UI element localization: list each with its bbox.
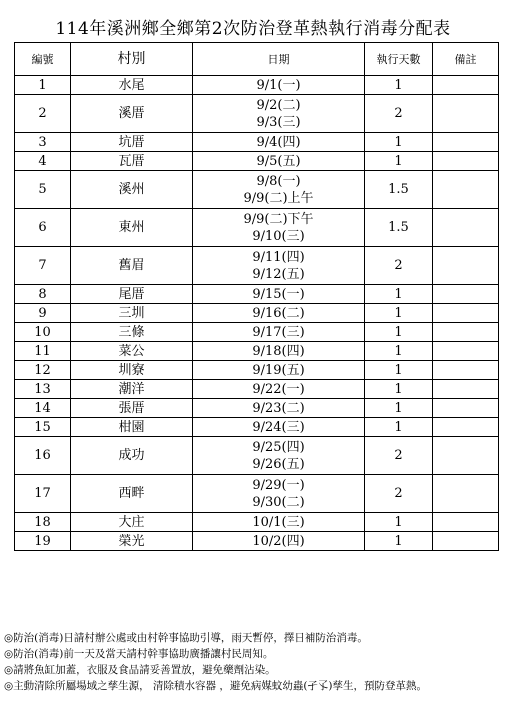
row-days: 1 [365,76,433,95]
row-note [433,532,499,551]
header-village: 村別 [71,43,193,76]
row-date: 9/24(三) [252,419,305,435]
row-date: 9/23(二) [252,400,305,416]
row-note [433,513,499,532]
row-no: 15 [15,418,71,437]
row-village: 瓦厝 [71,152,193,171]
header-no: 編號 [15,43,71,76]
row-village: 柑園 [71,418,193,437]
row-date: 9/9(二)上午 [243,190,314,206]
page-title: 114年溪洲鄉全鄉第2次防治登革熱執行消毒分配表 [55,19,451,39]
table-row [15,152,499,171]
row-dates [193,171,365,209]
row-days: 1 [365,513,433,532]
row-days: 1 [365,133,433,152]
row-no: 12 [15,361,71,380]
row-village: 溪州 [71,171,193,209]
row-date: 9/25(四) [252,439,305,455]
row-date: 9/16(二) [252,305,305,321]
row-village: 東州 [71,209,193,247]
row-date: 9/12(五) [252,266,305,282]
row-date: 9/2(二) [256,97,301,113]
row-days: 2 [365,95,433,133]
row-village: 西畔 [71,475,193,513]
row-note [433,95,499,133]
table-row [15,285,499,304]
row-dates [193,133,365,152]
row-date: 9/3(三) [256,114,301,130]
row-dates [193,152,365,171]
table-row [15,532,499,551]
row-no: 8 [15,285,71,304]
row-dates [193,361,365,380]
row-no: 18 [15,513,71,532]
row-note [433,399,499,418]
row-days: 1 [365,399,433,418]
note-line: ◎主動清除所屬場域之孳生源， 清除積水容器 ，避免病媒蚊幼蟲(孑孓)孳生，預防登革熱。 [4,680,428,692]
row-dates [193,209,365,247]
table-row [15,171,499,209]
row-days: 1 [365,152,433,171]
row-dates [193,342,365,361]
row-no: 9 [15,304,71,323]
row-note [433,437,499,475]
row-date: 9/9(二)下午 [243,211,314,227]
row-date: 9/11(四) [252,249,305,265]
row-days: 1 [365,342,433,361]
row-village: 潮洋 [71,380,193,399]
row-days: 1 [365,361,433,380]
table-header-row [15,43,499,76]
row-days: 1 [365,304,433,323]
row-note [433,171,499,209]
row-date: 9/26(五) [252,456,305,472]
row-dates [193,513,365,532]
row-note [433,209,499,247]
row-no: 16 [15,437,71,475]
row-no: 6 [15,209,71,247]
row-no: 5 [15,171,71,209]
row-days: 1 [365,418,433,437]
table-row [15,209,499,247]
row-dates [193,532,365,551]
row-note [433,76,499,95]
row-dates [193,475,365,513]
row-no: 1 [15,76,71,95]
table-row [15,304,499,323]
row-no: 19 [15,532,71,551]
row-date: 9/17(三) [252,324,305,340]
row-days: 1.5 [365,171,433,209]
row-village: 菜公 [71,342,193,361]
row-note [433,342,499,361]
row-date: 9/5(五) [256,153,301,169]
row-dates [193,418,365,437]
row-note [433,304,499,323]
row-days: 1 [365,532,433,551]
row-date: 10/1(三) [252,514,305,530]
row-date: 9/4(四) [256,134,301,150]
table-row [15,513,499,532]
row-no: 3 [15,133,71,152]
row-no: 10 [15,323,71,342]
row-date: 9/10(三) [252,228,305,244]
row-note [433,361,499,380]
table-row [15,399,499,418]
row-village: 舊眉 [71,247,193,285]
disinfection-schedule-table [14,42,499,551]
table-row [15,418,499,437]
row-days: 1 [365,285,433,304]
row-date: 9/1(一) [256,77,301,93]
row-date: 10/2(四) [252,533,305,549]
row-date: 9/15(一) [252,286,305,302]
row-no: 13 [15,380,71,399]
row-date: 9/19(五) [252,362,305,378]
note-line: ◎防治(消毒)日請村辦公處或由村幹事協助引導，雨天暫停，擇日補防治消毒。 [4,632,368,644]
table-row [15,475,499,513]
row-village: 三圳 [71,304,193,323]
table-row [15,380,499,399]
table-row [15,342,499,361]
table-row [15,95,499,133]
row-village: 溪厝 [71,95,193,133]
row-note [433,323,499,342]
row-village: 尾厝 [71,285,193,304]
row-no: 2 [15,95,71,133]
table-row [15,437,499,475]
row-no: 17 [15,475,71,513]
row-date: 9/8(一) [256,173,301,189]
row-village: 圳寮 [71,361,193,380]
row-note [433,285,499,304]
row-dates [193,76,365,95]
row-village: 坑厝 [71,133,193,152]
row-village: 三條 [71,323,193,342]
row-dates [193,304,365,323]
table-row [15,323,499,342]
row-no: 11 [15,342,71,361]
row-dates [193,95,365,133]
header-date: 日期 [193,43,365,76]
row-village: 大庄 [71,513,193,532]
row-days: 2 [365,475,433,513]
row-note [433,380,499,399]
notes [4,630,504,694]
row-days: 2 [365,247,433,285]
row-note [433,418,499,437]
table-row [15,247,499,285]
row-village: 成功 [71,437,193,475]
header-note: 備註 [433,43,499,76]
row-no: 7 [15,247,71,285]
row-note [433,247,499,285]
row-date: 9/29(一) [252,477,305,493]
row-no: 4 [15,152,71,171]
header-days: 執行天數 [365,43,433,76]
row-dates [193,437,365,475]
table-row [15,361,499,380]
row-date: 9/30(二) [252,494,305,510]
row-date: 9/18(四) [252,343,305,359]
row-dates [193,285,365,304]
row-village: 榮光 [71,532,193,551]
table-row [15,76,499,95]
row-dates [193,380,365,399]
row-date: 9/22(一) [252,381,305,397]
row-days: 2 [365,437,433,475]
row-no: 14 [15,399,71,418]
row-note [433,152,499,171]
row-dates [193,399,365,418]
row-days: 1.5 [365,209,433,247]
note-line: ◎防治(消毒)前一天及當天請村幹事協助廣播讓村民周知。 [4,648,274,660]
row-village: 水尾 [71,76,193,95]
row-village: 張厝 [71,399,193,418]
row-dates [193,323,365,342]
row-note [433,133,499,152]
table-row [15,133,499,152]
row-note [433,475,499,513]
row-days: 1 [365,323,433,342]
row-days: 1 [365,380,433,399]
note-line: ◎請將魚缸加蓋，衣服及食品請妥善置放，避免藥劑沾染。 [4,664,276,676]
row-dates [193,247,365,285]
